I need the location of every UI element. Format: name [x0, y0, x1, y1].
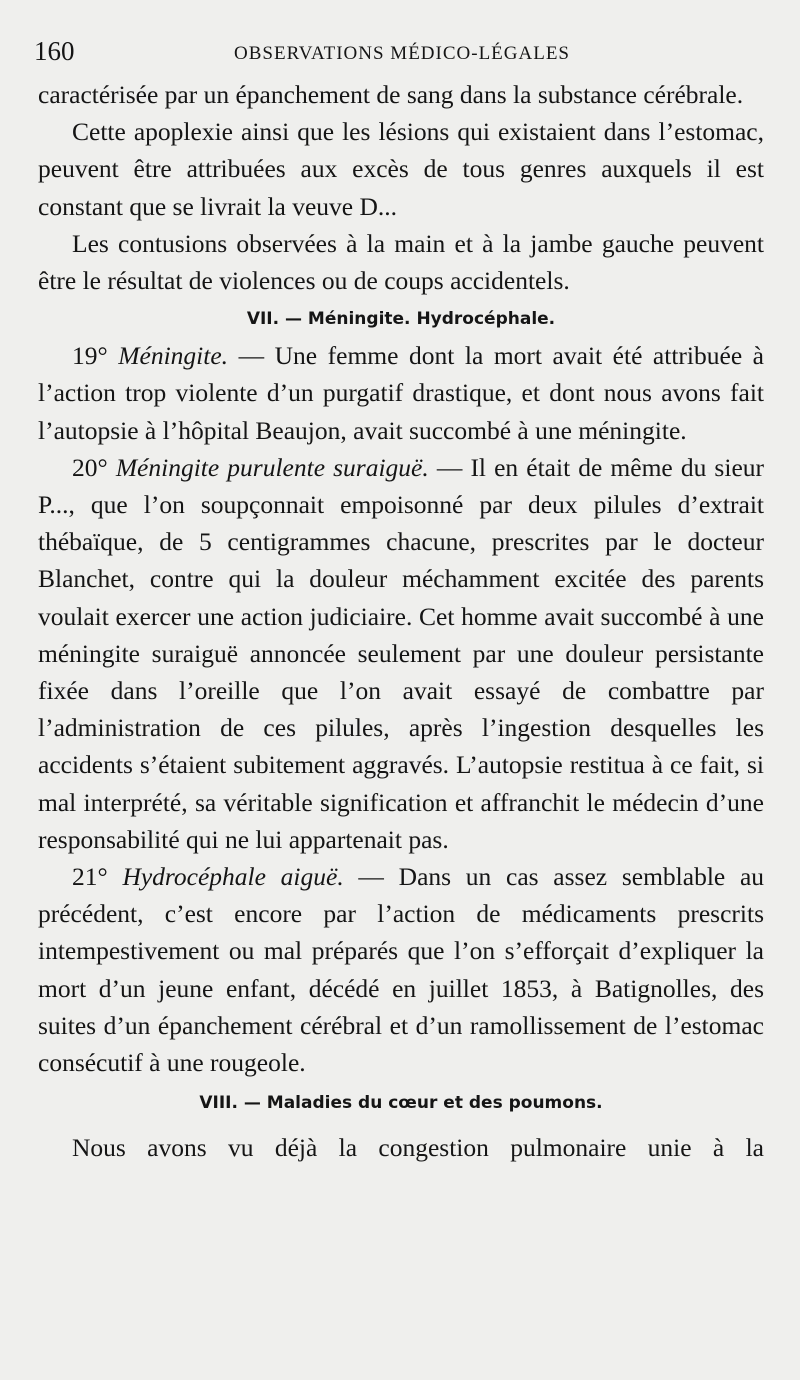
- paragraph-case-21: [38, 858, 764, 1081]
- case-title: Hydrocéphale aiguë.: [122, 862, 344, 892]
- case-text: — Une femme dont la mort avait été attribuée à l’action trop violente d’un purgatif drastique, et dont nous avons fait l’autopsie à l’hôpital Beaujon, avait succombé à une méningite.: [38, 341, 765, 445]
- case-title: Méningite purulente suraiguë.: [115, 452, 429, 482]
- running-head: OBSERVATIONS MÉDICO-LÉGALES: [234, 43, 571, 64]
- case-title: Méningite.: [118, 341, 229, 371]
- case-text: — Il en était de même du sieur P..., que l’on soupçonnait empoisonné par deux pilules d’extrait thébaïque, de 5 centigrammes chacune, prescrites par le docteur Blanchet, contre qui la douleur méchamment excitée des parents voulait exercer une action judiciaire. Cet homme avait succombé à une méningite suraiguë annoncée seulement par une douleur persistante fixée dans l’oreille que l’on avait essayé de combattre par l’administration de ces pilules, après l’ingestion desquelles les accidents s’étaient subitement aggravés. L’autopsie restitua à ce fait, si mal interprété, sa véritable signification et affranchit le médecin d’une responsabilité qui ne lui appartenait pas.: [38, 452, 764, 854]
- paragraph-case-20: [38, 449, 764, 858]
- page-header: [34, 36, 760, 76]
- case-number: 21°: [72, 862, 108, 892]
- page-number: 160: [34, 36, 75, 66]
- section-heading-meningite: VII. — Méningite. Hydrocéphale.: [246, 309, 556, 330]
- paragraph-contusions: Les contusions observées à la main et à la jambe gauche peuvent être le résultat de violences ou de coups accidentels.: [38, 228, 764, 296]
- paragraph-apoplexie: Cette apoplexie ainsi que les lésions qui existaient dans l’estomac, peuvent être attribuées aux excès de tous genres auxquels il est constant que se livrait la veuve D...: [38, 117, 764, 221]
- paragraph-continued: caractérisée par un épanchement de sang dans la substance cérébrale.: [38, 80, 744, 109]
- body-text: [38, 76, 764, 1166]
- case-number: 20°: [72, 452, 108, 482]
- section-heading-maladies: VIII. — Maladies du cœur et des poumons.: [199, 1093, 603, 1114]
- paragraph-congestion: Nous avons vu déjà la congestion pulmonaire unie à la: [72, 1133, 764, 1163]
- paragraph-case-19: [38, 337, 764, 449]
- case-text: — Dans un cas assez semblable au précédent, c’est encore par l’action de médicaments prescrits intempestivement ou mal préparés que l’on s’efforçait d’expliquer la mort d’un jeune enfant, décédé en juillet 1853, à Batignolles, des suites d’un épanchement cérébral et d’un ramollissement de l’estomac consécutif à une rougeole.: [38, 862, 765, 1078]
- case-number: 19°: [72, 341, 108, 371]
